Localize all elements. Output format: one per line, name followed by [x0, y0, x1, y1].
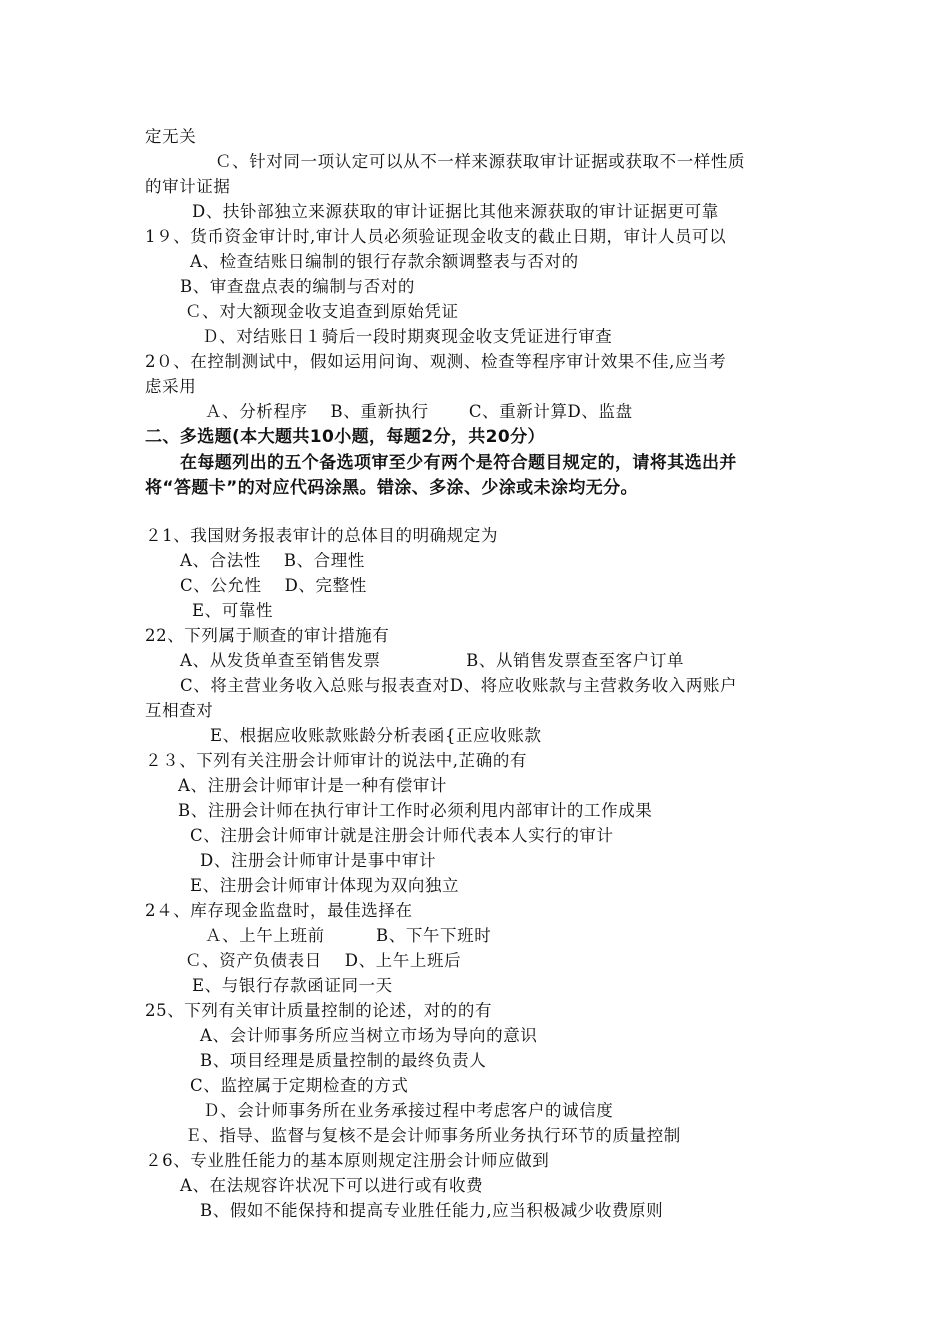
option-c: Ｃ、针对同一项认定可以从不一样来源获取审计证据或获取不一样性质 — [215, 152, 746, 171]
option-b: B、注册会计师在执行审计工作时必须利甩内部审计的工作成果 — [178, 801, 653, 820]
options-line: Ａ、分析程序 B、重新执行 C、重新计算D、监盘 — [205, 402, 633, 421]
question-22: 22、下列属于顺查的审计措施有 — [145, 626, 390, 645]
option-b: B、审查盘点表的编制与否对的 — [180, 277, 416, 296]
text-line: 虑采用 — [145, 377, 197, 396]
option-e: Ｅ、指导、监督与复核不是会计师事务所业务执行环节的质量控制 — [185, 1126, 681, 1145]
option-d: D、扶钋部独立来源获取的审计证据比其他来源获取的审计证据更可靠 — [192, 202, 719, 221]
text-line: 定无关 — [145, 127, 197, 146]
option-d: Ｄ、会计师事务所在业务承接过程中考虑客户的诚信度 — [203, 1101, 614, 1120]
option-a: A、检查结账日编制的银行存款余额调整表与否对的 — [190, 252, 579, 271]
question-23: ２３、下列有关注册会计师审计的说法中,芷确的有 — [145, 751, 528, 770]
text-line: 互相查对 — [145, 701, 214, 720]
option-e: E、可靠性 — [192, 601, 274, 620]
question-21: ２1、我国财务报表审计的总体目的明确规定为 — [145, 526, 499, 545]
text-line: 的审计证据 — [145, 177, 231, 196]
option-d: Ｄ、对结账日１骑后一段时期爽现金收支凭证进行审查 — [202, 327, 613, 346]
option-c: Ｃ、对大额现金收支追查到原始凭证 — [185, 302, 459, 321]
option-c: C、注册会计师审计就是注册会计师代表本人实行的审计 — [190, 826, 614, 845]
options-line: C、公允性 D、完整性 — [180, 576, 367, 595]
options-line: C、将主营业务收入总账与报表查对D、将应收账款与主营救务收入两账户 — [180, 676, 738, 695]
section-instruction: 在每题列出的五个备选项审至少有两个是符合题目规定的，请将其选出并 — [180, 453, 737, 473]
options-line: Ｃ、资产负债表日 D、上午上班后 — [185, 951, 462, 970]
option-b: B、假如不能保持和提高专业胜任能力,应当积极减少收费原则 — [200, 1201, 664, 1220]
option-b: B、项目经理是质量控制的最终负责人 — [200, 1051, 487, 1070]
question-26: ２6、专业胜任能力的基本原则规定注册会计师应做到 — [145, 1151, 550, 1170]
question-25: 25、下列有关审计质量控制的论述，对的的有 — [145, 1001, 493, 1020]
option-c: C、监控属于定期检查的方式 — [190, 1076, 409, 1095]
options-line: A、从发货单查至销售发票 B、从销售发票查至客户订单 — [180, 651, 685, 670]
option-d: D、注册会计师审计是事中审计 — [200, 851, 437, 870]
option-e: E、根据应收账款账龄分析表函{正应收账款 — [210, 726, 542, 745]
option-e: E、与银行存款函证同一天 — [192, 976, 393, 995]
section-heading: 二、多选题(本大题共10小题，每题2分，共20分） — [145, 427, 545, 447]
question-19: 1９、货币资金审计时,审计人员必须验证现金收支的截止日期，审计人员可以 — [145, 227, 727, 246]
option-a: A、注册会计师审计是一种有偿审计 — [178, 776, 448, 795]
question-24: 2４、库存现金监盘时，最佳选择在 — [145, 901, 413, 920]
option-a: A、会计师事务所应当树立市场为导向的意识 — [200, 1026, 538, 1045]
option-e: E、注册会计师审计体现为双向独立 — [190, 876, 460, 895]
options-line: Ａ、上午上班前 B、下午下班时 — [205, 926, 492, 945]
option-a: A、在法规容许状况下可以进行或有收费 — [180, 1176, 484, 1195]
question-20: 2０、在控制测试中，假如运用问询、观测、检查等程序审计效果不佳,应当考 — [145, 352, 727, 371]
options-line: A、合法性 B、合理性 — [180, 551, 365, 570]
section-instruction: 将“答题卡”的对应代码涂黑。错涂、多涂、少涂或未涂均无分。 — [145, 478, 638, 498]
